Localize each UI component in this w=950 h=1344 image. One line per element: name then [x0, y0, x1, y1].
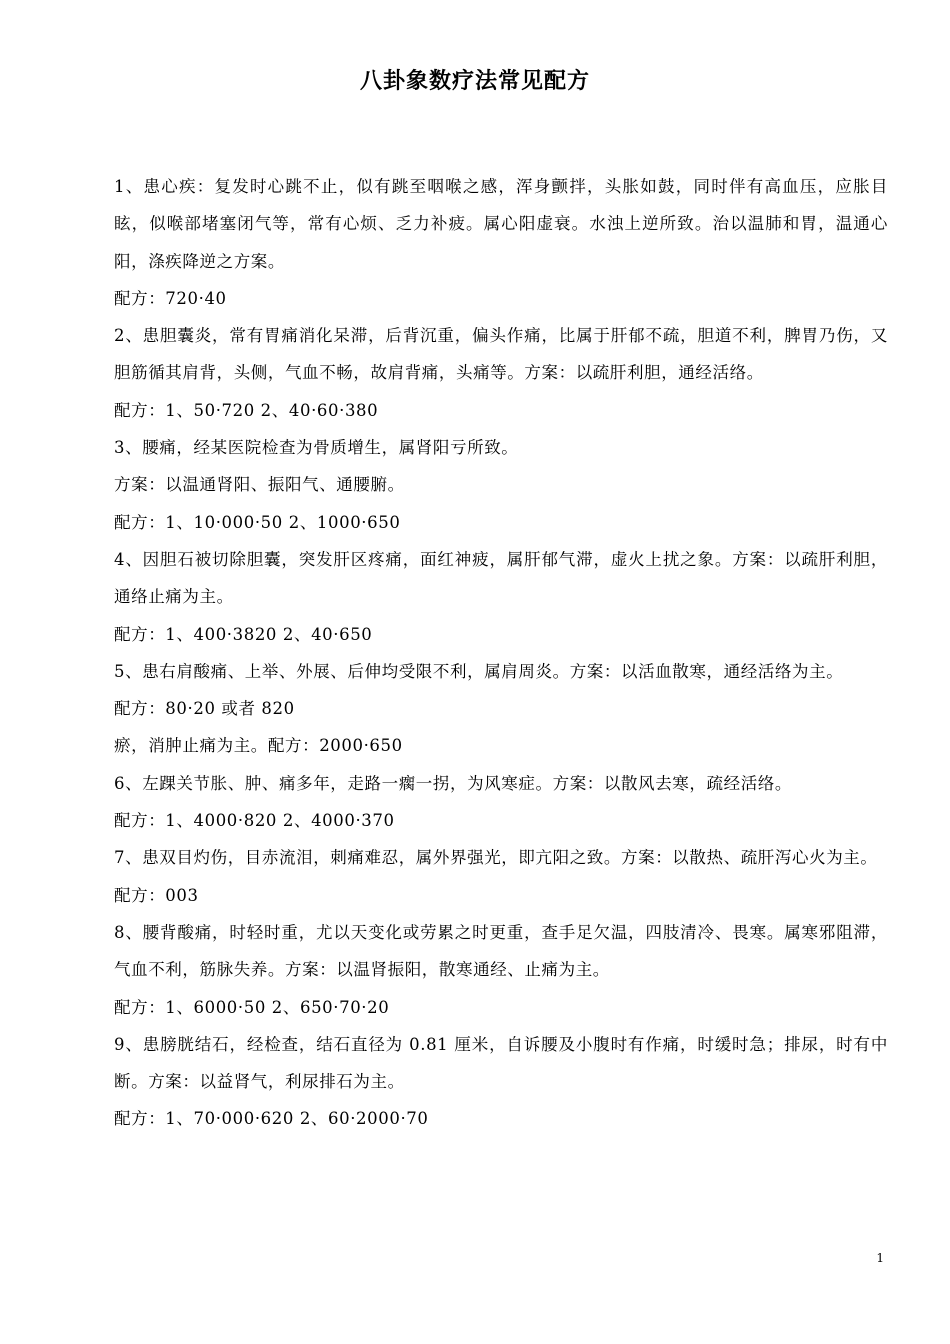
- paragraph-6: 6、左踝关节胀、肿、痛多年，走路一瘸一拐，为风寒症。方案：以散风去寒，疏经活络。: [114, 773, 792, 793]
- plan-3: 方案：以温通肾阳、振阳气、通腰腑。: [114, 475, 405, 495]
- formula-4: 配方：1、400·3820 2、40·650: [114, 624, 373, 644]
- paragraph-7: 7、患双目灼伤，目赤流泪，刺痛难忍，属外界强光，即亢阳之致。方案：以散热、疏肝泻心火为主。: [114, 848, 878, 868]
- formula-7: 配方：003: [114, 885, 199, 905]
- page-number: 1: [876, 1251, 884, 1265]
- paragraph-1: 1、患心疾：复发时心跳不止，似有跳至咽喉之感，浑身颤拌，头胀如鼓，同时伴有高血压，应胀目眩，似喉部堵塞闭气等，常有心烦、乏力补疲。属心阳虚衰。水浊上逆所致。治以温肺和胃，温通心阳，涤疾降逆之方案。: [114, 177, 888, 271]
- formula-5: 配方：80·20 或者 820: [114, 699, 295, 719]
- formula-6: 配方：1、4000·820 2、4000·370: [114, 811, 395, 831]
- paragraph-5b: 瘀，消肿止痛为主。配方：2000·650: [114, 736, 403, 756]
- formula-3: 配方：1、10·000·50 2、1000·650: [114, 512, 401, 532]
- paragraph-9: 9、患膀胱结石，经检查，结石直径为 0.81 厘米，自诉腰及小腹时有作痛，时缓时急；排尿，时有中断。方案：以益肾气，利尿排石为主。: [114, 1034, 888, 1092]
- formula-2: 配方：1、50·720 2、40·60·380: [114, 400, 379, 420]
- paragraph-4: 4、因胆石被切除胆囊，突发肝区疼痛，面红神疲，属肝郁气滞，虚火上扰之象。方案：以疏肝利胆，通络止痛为主。: [114, 549, 888, 607]
- paragraph-8: 8、腰背酸痛，时轻时重，尤以天变化或劳累之时更重，查手足欠温，四肢清冷、畏寒。属寒邪阻滞，气血不利，筋脉失养。方案：以温肾振阳，散寒通经、止痛为主。: [114, 922, 888, 980]
- paragraph-2: 2、患胆囊炎，常有胃痛消化呆滞，后背沉重，偏头作痛，比属于肝郁不疏，胆道不利，脾胃乃伤，又胆筋循其肩背，头侧，气血不畅，故肩背痛，头痛等。方案：以疏肝利胆，通经活络。: [114, 326, 888, 383]
- formula-9: 配方：1、70·000·620 2、60·2000·70: [114, 1109, 429, 1129]
- formula-1: 配方：720·40: [114, 288, 227, 308]
- formula-8: 配方：1、6000·50 2、650·70·20: [114, 997, 390, 1017]
- document-body: [114, 168, 888, 1138]
- paragraph-5: 5、患右肩酸痛、上举、外展、后伸均受限不利，属肩周炎。方案：以活血散寒，通经活络为主。: [114, 661, 844, 681]
- page-title: 八卦象数疗法常见配方: [359, 69, 590, 94]
- paragraph-3: 3、腰痛，经某医院检查为骨质增生，属肾阳亏所致。: [114, 438, 519, 458]
